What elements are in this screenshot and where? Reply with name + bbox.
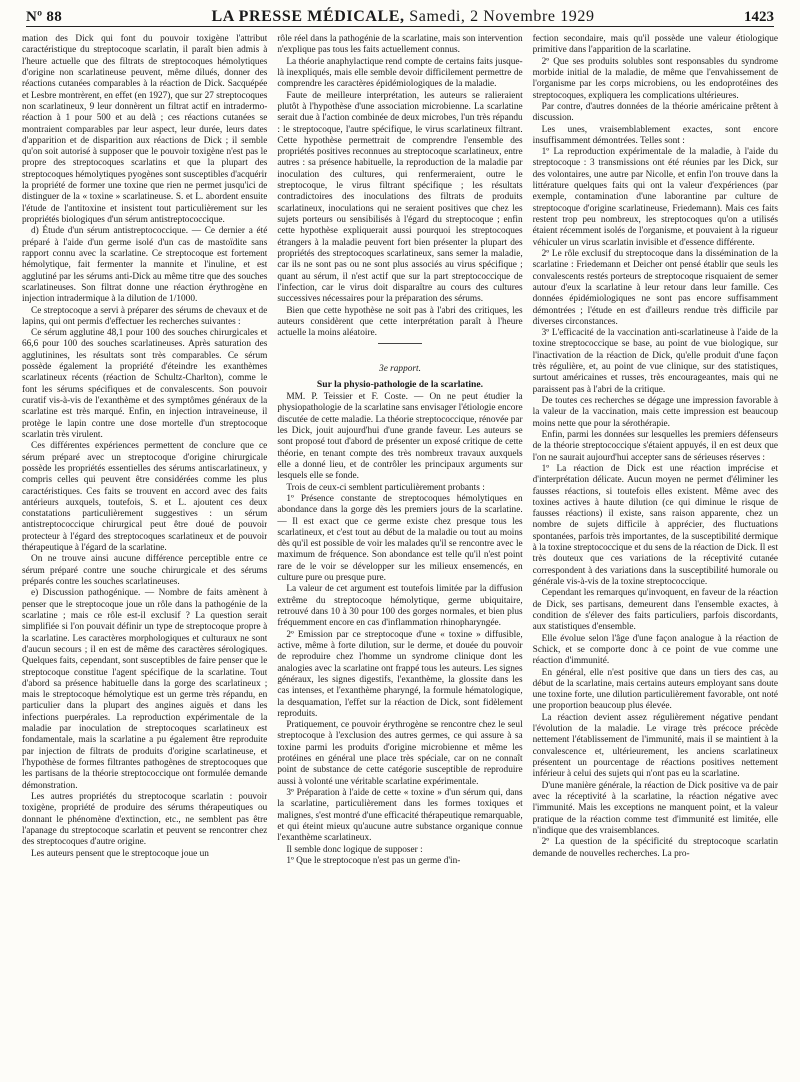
paragraph: 2º La question de la spécificité du streptocoque scarlatin demande de nouvelles recherches. La pro- xyxy=(532,837,778,859)
paragraph: MM. P. Teissier et F. Coste. — On ne peut étudier la physiopathologie de la scarlatine sans envisager l'étiologie encore discutée de cette maladie. La théorie streptococcique, rénovée par les Dick, jouit aujourd'hui d'une grande faveur. Les auteurs se sont proposé tout d'abord de présenter un exposé critique de cette théorie, en tenant compte des très nombreux travaux auxquels elle a donné lieu, et de contrôler les principaux arguments sur lesquels elle se fonde. xyxy=(277,392,523,482)
paragraph: 3º Préparation à l'aide de cette « toxine » d'un sérum qui, dans la scarlatine, particulièrement dans les formes toxiques et malignes, s'est montré d'une efficacité thérapeutique remarquable, et qui éteint mieux qu'aucune autre substance organique connue l'exanthème scarlatineux. xyxy=(277,788,523,844)
paragraph: La réaction devient assez régulièrement négative pendant l'évolution de la maladie. Le virage très précoce précède nettement l'établissement de l'immunité, mais il se maintient à la convalescence et, ultérieurement, les anciens scarlatineux présentent un pourcentage de réactions positives nettement inférieur à celui des sujets qui n'ont pas eu la scarlatine. xyxy=(532,712,778,780)
paragraph: 1º Présence constante de streptocoques hémolytiques en abondance dans la gorge dès les premiers jours de la scarlatine. — Il est exact que ce germe existe chez presque tous les scarlatineux, et c'est tout au début de la maladie ou tout au moins dès qu'il est possible de voir les malades qu'il se rencontre avec le maximum de fréquence. Son abondance est telle qu'il n'est point rare de le voir se développer sur les milieux ensemencés, en culture pure ou presque pure. xyxy=(277,493,523,584)
page-number: 1423 xyxy=(744,9,774,25)
paragraph: Par contre, d'autres données de la théorie américaine prêtent à discussion. xyxy=(532,101,778,124)
paragraph: 2º Que ses produits solubles sont responsables du syndrome morbide initial de la maladie, de même que l'envahissement de l'organisme par les corps microbiens, ou les endoprotéines des streptocoques, expliquera les complications ultérieures. xyxy=(532,56,778,101)
paragraph: De toutes ces recherches se dégage une impression favorable à la valeur de la vaccination, mais cette impression est beaucoup moins nette que pour la sérothérapie. xyxy=(532,396,778,429)
paragraph: Il semble donc logique de supposer : xyxy=(286,844,423,855)
page-header xyxy=(26,6,774,27)
paragraph: Les auteurs pensent que le streptocoque joue un xyxy=(31,848,209,859)
column-3 xyxy=(533,34,778,1074)
column-1 xyxy=(22,34,267,1074)
paragraph: rôle réel dans la pathogénie de la scarlatine, mais son intervention n'explique pas tous les faits actuellement connus. xyxy=(277,34,523,56)
paragraph: 1º La reproduction expérimentale de la maladie, à l'aide du streptocoque : 3 transmissions ont été réunies par les Dick, sur des volontaires, une autre par Nicolle, et enfin l'on trouve dans la littérature quelques faits qui ont la valeur d'expériences (par exemple, contamination d'une laborantine par culture de streptocoque d'origine scarlatineuse, Friedemann). Mais ces faits restent trop peu nombreux, les streptocoques qu'on a utilisés étaient récemment isolés de l'organisme, et pouvaient à la rigueur véhiculer un virus scarlatin invisible et d'essence différente. xyxy=(532,147,778,248)
paragraph: Pratiquement, ce pouvoir érythrogène se rencontre chez le seul streptocoque à l'exclusion des autres germes, ce qui assure à sa toxine parmi les produits d'origine microbienne et même les protéines en général une place très spéciale, car on ne connaît point de substance de cette catégorie susceptible de reproduire aussi à volonté une véritable scarlatine expérimentale. xyxy=(277,720,523,787)
paragraph: Les autres propriétés du streptocoque scarlatin : pouvoir toxigène, propriété de produire des sérums thérapeutiques ou donnant le phénomène d'extinction, etc., ne semblent pas être l'apanage du streptocoque scarlatin et peuvent se rencontrer chez des streptocoques d'autre origine. xyxy=(22,791,268,848)
section-heading: Sur la physio-pathologie de la scarlatine. xyxy=(316,378,484,390)
paragraph: Bien que cette hypothèse ne soit pas à l'abri des critiques, les auteurs considèrent que cette interprétation paraît à l'heure actuelle la moins aléatoire. xyxy=(277,305,523,339)
paragraph: En général, elle n'est positive que dans un tiers des cas, au début de la scarlatine, mais certains auteurs employant sans doute une toxine forte, une dilution particulièrement favorable, ont noté une proportion beaucoup plus élevée. xyxy=(532,667,778,712)
paragraph: Trois de ceux-ci semblent particulièrement probants : xyxy=(286,482,485,493)
paragraph: Ce streptocoque a servi à préparer des sérums de chevaux et de lapins, qui ont permis d'effectuer les recherches suivantes : xyxy=(22,305,268,327)
paragraph: 2º Le rôle exclusif du streptocoque dans la dissémination de la scarlatine : Friedemann et Deicher ont pensé établir que seuls les convalescents restés porteurs de streptocoque risquaient de semer autour d'eux la scarlatine à leur retour dans leur famille. Ces données épidémiologiques ne sont pas encore suffisamment démontrées ; l'étude en est d'ailleurs rendue très difficile par diverses circonstances. xyxy=(532,248,778,327)
paragraph: 1º Que le streptocoque n'est pas un germe d'in- xyxy=(286,855,461,866)
paragraph: Ce sérum agglutine 48,1 pour 100 des souches chirurgicales et 66,6 pour 100 des souches scarlatineuses. Après saturation des agglutinines, les résultats sont très comparables. Ce sérum possède également la propriété d'éteindre les exanthèmes scarlatineux récents (réaction de Schultz-Charlton), comme le font les sérums spécifiques et de convalescents. Son pouvoir curatif vis-à-vis de l'exanthème et des symptômes généraux de la scarlatine est très marqué. Enfin, en injection intraveineuse, il protège le lapin contre une dose mortelle d'un streptocoque scarlatin très virulent. xyxy=(22,328,268,440)
paragraph: Les unes, vraisemblablement exactes, sont encore insuffisamment démontrées. Telles sont : xyxy=(532,124,778,146)
section-divider xyxy=(378,343,422,344)
paragraph: Elle évolue selon l'âge d'une façon analogue à la réaction de Schick, et se comporte donc à ce point de vue comme une réaction d'immunité. xyxy=(532,633,778,667)
paragraph: Cependant les remarques qu'invoquent, en faveur de la réaction de Dick, ses partisans, demeurent dans l'ensemble exactes, à condition de s'élever des faits particuliers, parfois discordants, aux statistiques d'ensemble. xyxy=(532,588,778,633)
journal-title: LA PRESSE MÉDICALE, xyxy=(211,8,405,25)
paragraph: Ces différentes expériences permettent de conclure que ce sérum préparé avec un streptocoque d'origine chirurgicale possède les propriétés essentielles des sérums antiscarlatineux, y compris celles qui peuvent être considérées comme les plus caractéristiques. Ces faits se trouvent en accord avec des faits antérieurs auxquels, toutefois, S. et L. ajoutent ces deux constatations particulièrement suggestives : un sérum antistreptococcique chirurgical peut être doué de pouvoir protecteur à l'égard des streptocoques scarlatineux et de pouvoir thérapeutique à l'égard de la scarlatine. xyxy=(22,441,268,554)
paragraph: On ne trouve ainsi aucune différence perceptible entre ce sérum préparé contre une souche chirurgicale et des sérums préparés contre les souches scarlatineuses. xyxy=(22,554,268,587)
paragraph: D'une manière générale, la réaction de Dick positive va de pair avec la réceptivité à la scarlatine, la réaction négative avec l'immunité. Mais les exceptions ne manquent point, et la valeur pratique de la réaction comme test d'immunité est limitée, elle n'indique que des vraisemblances. xyxy=(532,780,778,836)
journal-title-line xyxy=(211,8,594,26)
issue-date: Samedi, 2 Novembre 1929 xyxy=(409,8,595,25)
paragraph: e) Discussion pathogénique. — Nombre de faits amènent à penser que le streptocoque joue un rôle dans la pathogénie de la scarlatine ; mais ce rôle est-il exclusif ? La question serait simplifiée si l'on pouvait définir un type de streptocoque propre à la scarlatine. Les caractères morphologiques et culturaux ne sont d'aucun secours ; il en est de même des caractères sérologiques. Quelques faits, cependant, sont susceptibles de faire penser que le streptocoque constitue l'agent spécifique de la scarlatine. Tout d'abord sa présence habituelle dans la gorge des scarlatineux ; mais le streptocoque hémolytique est un germe très répandu, en particulier dans la plupart des angines aiguës et dans les infections puerpérales. La reproduction expérimentale de la maladie par inoculation de streptocoques scarlatineux est fondamentale, mais la scarlatine a pu également être reproduite par injection de filtrats de produits d'origine scarlatineuse, et l'hypothèse de formes filtrantes pathogènes de streptocoques que les partisans de la théorie streptococcique ont formulée demande démonstration. xyxy=(22,588,268,791)
paragraph: d) Étude d'un sérum antistreptococcique. — Ce dernier a été préparé à l'aide d'un germe isolé d'un cas de mastoïdite sans rapport connu avec la scarlatine. Ce streptocoque est fortement hémolytique, fait fermenter la mannite et l'inuline, et est agglutiné par les sérums anti-Dick au même titre que des souches scarlatineuses. Son filtrat donne une réaction érythrogène en injection intradermique à la dilution de 1/1000. xyxy=(22,226,268,305)
paragraph: 2º Emission par ce streptocoque d'une « toxine » diffusible, active, même à forte dilution, sur le derme, et douée du pouvoir de reproduire chez l'homme un syndrome clinique dont les analogies avec la scarlatine ont frappé tous les auteurs. Les signes généraux, les signes digestifs, l'exanthème, la glossite dans les cas intenses, et l'exanthème pharyngé, la formule hématologique, la desquamation, l'effet sur la réaction de Dick, sont fidèlement reproduits. xyxy=(277,629,523,719)
paragraph: La valeur de cet argument est toutefois limitée par la diffusion extrême du streptocoque hémolytique, germe ubiquitaire, retrouvé dans 10 à 30 pour 100 des gorges normales, et bien plus fréquemment encore en cas d'inflammation rhinopharyngée. xyxy=(277,584,523,629)
paragraph: Faute de meilleure interprétation, les auteurs se ralieraient plutôt à l'hypothèse d'une association microbienne. La scarlatine serait due à l'action combinée de deux microbes, l'un très répandu : le streptocoque, l'autre spécifique, le virus scarlatineux filtrant. Cette hypothèse permettrait de comprendre l'ensemble des propriétés positives reconnues au streptocoque scarlatineux, entre autres : sa présence habituelle, la reproduction de la maladie par inoculation des cultures, qui renfermeraient, outre le streptocoque, le virus filtrant spécifique ; les résultats contradictoires des inoculations des filtrats de produits scarlatineux, inoculations qui ne seraient positives que chez les sujets porteurs ou sensibilisés à l'égard du streptocoque ; enfin cette hypothèse expliquerait aussi pourquoi les streptocoques étrangers à la maladie peuvent fort bien présenter la plupart des propriétés des streptocoques scarlatineux, sans semer la maladie, car ils ne sont pas ou ne sont plus associés au virus spécifique ; quant au sérum, il n'est actif que sur la part streptococcique de l'infection, car le virus doit disparaître au cours des cultures successives nécessaires pour la préparation des sérums. xyxy=(277,90,523,305)
paragraph: La théorie anaphylactique rend compte de certains faits jusque-là inexpliqués, mais elle semble devoir difficilement permettre de comprendre les caractères épidémiologiques de la maladie. xyxy=(277,56,523,90)
report-label: 3e rapport. xyxy=(379,364,421,375)
paragraph: 3º L'efficacité de la vaccination anti-scarlatineuse à l'aide de la toxine streptococcique se base, au point de vue biologique, sur l'inactivation de la réaction de Dick, qu'elle produit d'une façon très régulière, et, au point de vue clinique, sur des statistiques, surtout américaines et russes, très encourageantes, mais qui ne paraissent pas à l'abri de la critique. xyxy=(532,328,778,395)
paragraph: mation des Dick qui font du pouvoir toxigène l'attribut caractéristique du streptocoque scarlatin, il paraît bien admis à l'heure actuelle que des filtrats de streptocoques hémolytiques d'origine non scarlatineuse peuvent, même dilués, donner des réactions cutanées comparables à la réaction de Dick. Sacquépée et Lesbre montrèrent, en effet (en 1927), que sur 27 streptocoques non scarlatineux, 9 leur donnèrent un filtrat actif en intradermo-réaction à 1 pour 500 et au delà ; ces réactions cutanées se montraient comparables par leur aspect, leur durée, leurs dates d'apparition et de disparition aux réactions de Dick ; il semble qu'on soit autorisé à supposer que le pouvoir toxigène n'est pas le propre des streptocoques scarlatins et que la plupart des streptocoques hémolytiques pyogènes sont susceptibles d'acquérir la propriété de former une toxine que rien ne permet jusqu'ici de distinguer de la « toxine » scarlatineuse. S. et L. abordent ensuite l'étude de l'antitoxine et insistent tout particulièrement sur les propriétés biologiques d'un sérum antistreptococcique. xyxy=(22,34,268,225)
column-2 xyxy=(277,34,522,1074)
paragraph: fection secondaire, mais qu'il possède une valeur étiologique primitive dans l'apparition de la scarlatine. xyxy=(532,34,778,56)
paragraph: 1º La réaction de Dick est une réaction imprécise et d'interprétation délicate. Aucun moyen ne permet d'éliminer les fausses réactions, si toutefois elles existent. Même avec des toxines actives à haute dilution (ce qui diminue le risque de fausses réactions) il existe, sans raison apparente, chez un nombre de sujets difficile à apprécier, des fluctuations spontanées, parfois très importantes, de la susceptibilité dermique à la toxine streptococcique et du sens de la réaction de Dick. Il est très douteux que ces variations de la réceptivité cutanée correspondent à des variations dans la susceptibilité humorale ou générale vis-à-vis de la toxine streptococcique. xyxy=(532,463,778,587)
issue-number: Nº 88 xyxy=(26,9,63,25)
text-columns xyxy=(22,34,778,1074)
paragraph: Enfin, parmi les données sur lesquelles les premiers défenseurs de la théorie streptococcique s'étaient appuyés, il en est deux que l'on ne saurait aujourd'hui accepter sans de sérieuses réserves : xyxy=(532,429,778,463)
